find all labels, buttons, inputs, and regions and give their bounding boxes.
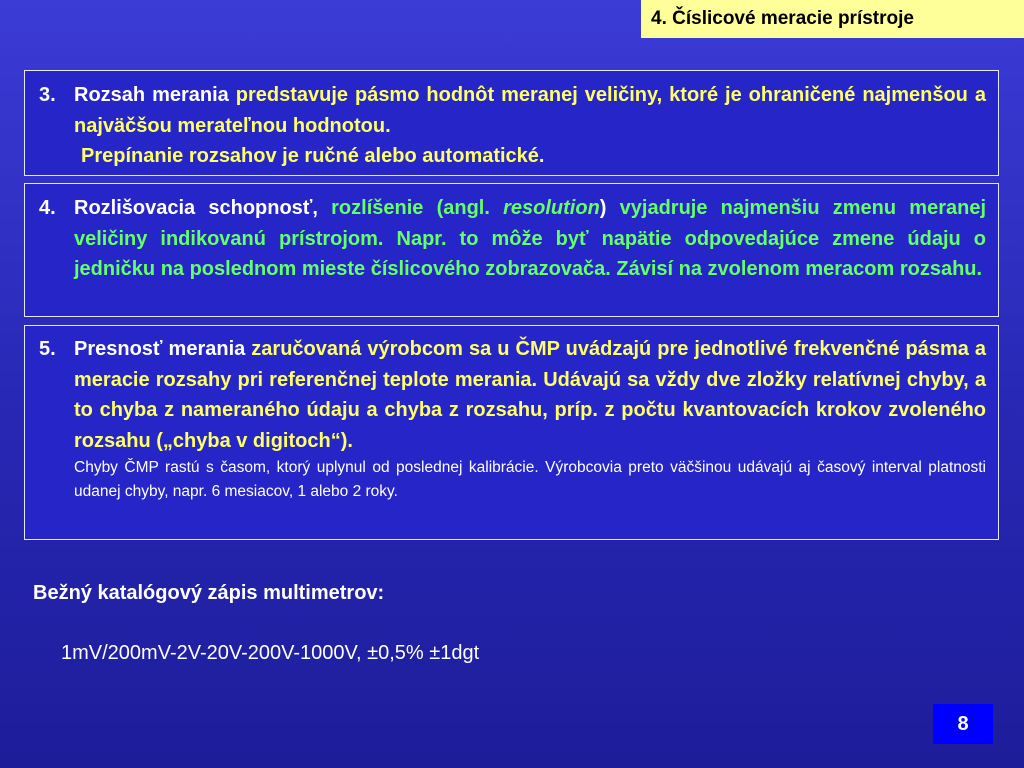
item-number: 4. xyxy=(39,197,56,219)
item-lead: Presnosť merania xyxy=(74,338,252,360)
item-resolution xyxy=(39,193,986,285)
slide-header xyxy=(641,0,1024,38)
item-accuracy xyxy=(39,334,986,456)
item-range xyxy=(39,80,986,141)
item-text xyxy=(74,334,986,456)
item-italic-term: resolution xyxy=(503,197,600,219)
item-number: 3. xyxy=(39,84,56,106)
card-range xyxy=(24,70,999,176)
item-text xyxy=(74,193,986,285)
item-close-paren: ) xyxy=(599,197,607,219)
page-number-text: 8 xyxy=(957,712,969,735)
page-number xyxy=(933,704,993,744)
item-body-end: vyjadruje najmenšiu zmenu meranej veličiny indikovanú prístrojom. Napr. to môže byť napätie odpovedajúce zmene údaju o jedničku na poslednom mieste číslicového zobrazovača. Závisí na zvolenom meracom rozsahu. xyxy=(74,197,986,280)
slide-title: 4. Číslicové meracie prístroje xyxy=(651,8,914,29)
item-text xyxy=(74,80,986,141)
catalog-title: Bežný katalógový zápis multimetrov: xyxy=(33,582,385,604)
range-switching-text: Prepínanie rozsahov je ručné alebo automatické. xyxy=(81,145,545,167)
item-lead: Rozsah merania xyxy=(74,84,236,106)
item-lead: Rozlišovacia schopnosť, xyxy=(74,197,332,219)
item-body-start: rozlíšenie (angl. xyxy=(331,197,504,219)
item-number: 5. xyxy=(39,338,56,360)
accuracy-note: Chyby ČMP rastú s časom, ktorý uplynul od poslednej kalibrácie. Výrobcovia preto väčšinou udávajú aj časový interval platnosti udanej chyby, napr. 6 mesiacov, 1 alebo 2 roky. xyxy=(74,459,986,500)
item-body: zaručovaná výrobcom sa u ČMP uvádzajú pre jednotlivé frekvenčné pásma a meracie rozsahy pri referenčnej teplote merania. Udávajú sa vždy dve zložky relatívnej chyby, a to chyba z nameraného údaju a chyba z rozsahu, príp. z počtu kvantovacích krokov zvoleného rozsahu („chyba v digitoch“). xyxy=(74,338,987,452)
item-body: predstavuje pásmo hodnôt meranej veličiny, ktoré je ohraničené najmenšou a najväčšou merateľnou hodnotou. xyxy=(74,84,986,137)
catalog-value: 1mV/200mV-2V-20V-200V-1000V, ±0,5% ±1dgt xyxy=(61,642,480,664)
card-accuracy xyxy=(24,325,999,540)
card-resolution xyxy=(24,183,999,317)
